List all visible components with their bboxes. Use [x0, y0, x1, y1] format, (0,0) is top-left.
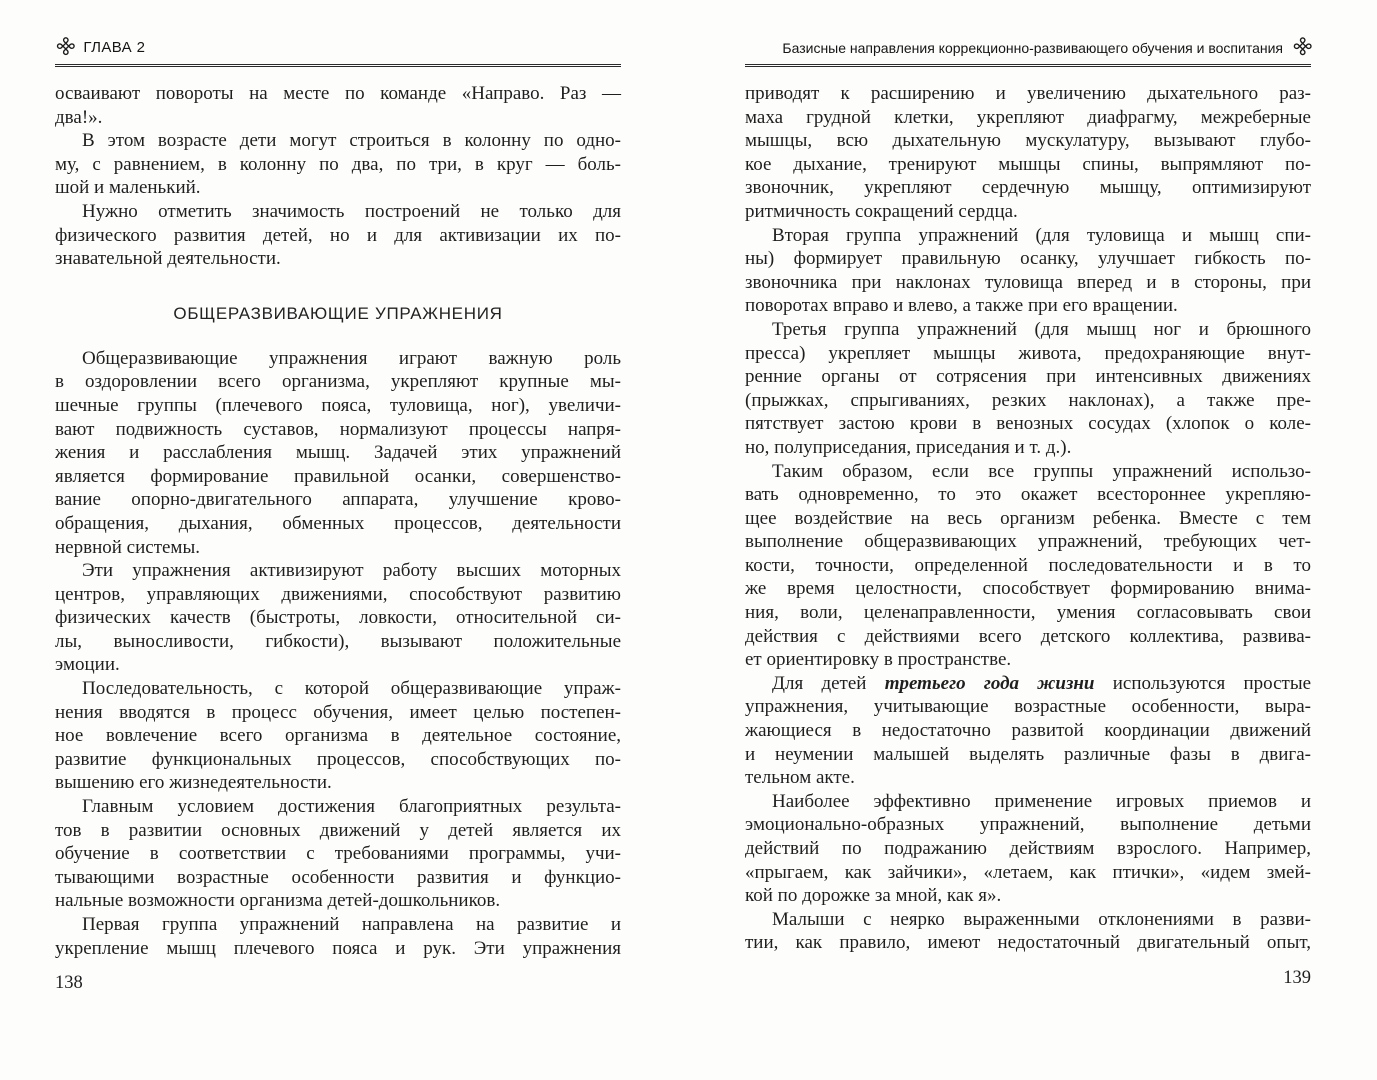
text-line: Третья группа упражнений (для мышц ног и брюшного — [772, 318, 1311, 340]
text-line: кости, точности, определенной последовательности и в то — [745, 554, 1311, 576]
text-line: Для детей третьего года жизни используются простые — [772, 672, 1312, 694]
text-line: же время целостности, способствует формированию внима- — [745, 578, 1311, 600]
text-line: щее воздействие на весь организм ребенка. Вместе с тем — [745, 507, 1311, 529]
text-line: вание опорно-двигательного аппарата, улучшение крово- — [55, 489, 621, 511]
section-running-title: Базисные направления коррекционно-развивающего обучения и воспитания — [782, 39, 1283, 56]
paragraph — [745, 318, 1311, 460]
text-line: нервной системы. — [55, 536, 200, 558]
text-line: жающиеся в недостаточно развитой координации движений — [745, 720, 1311, 742]
text-line: физических качеств (быстроты, ловкости, относительной си- — [55, 607, 621, 629]
paragraph — [745, 790, 1311, 908]
text-line: выполнение общеразвивающих упражнений, требующих чет- — [745, 531, 1311, 553]
text-line: тывающими возрастные особенности развития и функцио- — [55, 866, 621, 888]
paragraph — [745, 460, 1311, 672]
text-line: ренние органы от сотрясения при интенсивных движениях — [745, 366, 1311, 388]
text-line: жения и расслабления мышц. Задачей этих упражнений — [55, 442, 621, 464]
text-line: Наиболее эффективно применение игровых приемов и — [772, 790, 1311, 812]
paragraph — [745, 672, 1311, 790]
text-line: лы, выносливости, гибкости), вызывают положительные — [55, 630, 621, 652]
right-running-head — [745, 32, 1317, 67]
text-line: звоночник, укрепляют сердечную мышцу, оптимизируют — [745, 177, 1311, 199]
text-line: (прыжках, спрыгиваниях, резких наклонах), а также пре- — [745, 389, 1311, 411]
right-page — [745, 32, 1317, 989]
text-line: нения вводятся в процесс обучения, имеет целью постепен- — [55, 701, 621, 723]
text-line: маха грудной клетки, укрепляют диафрагму, межреберные — [745, 106, 1311, 128]
paragraph — [55, 677, 621, 795]
right-page-text — [745, 82, 1311, 955]
paragraph — [55, 129, 621, 200]
paragraph — [745, 224, 1311, 318]
text-line: кой по дорожке за мной, как я». — [745, 885, 1002, 907]
paragraph — [745, 82, 1311, 224]
text-line: является формирование правильной осанки, совершенство- — [55, 465, 621, 487]
text-line: ное вовлечение всего организма в деятельное состояние, — [55, 725, 621, 747]
text-line: развитие функциональных процессов, способствующих по- — [55, 748, 621, 770]
section-heading: ОБЩЕРАЗВИВАЮЩИЕ УПРАЖНЕНИЯ — [173, 303, 503, 323]
text-line: но, полуприседания, приседания и т. д.). — [745, 436, 1072, 458]
text-line: тельном акте. — [745, 767, 855, 789]
text-line: тии, как правило, имеют недостаточный двигательный опыт, — [745, 932, 1311, 954]
left-page — [50, 32, 621, 994]
text-line: му, с равнением, в колонну по два, по три, в круг — боль- — [55, 153, 621, 175]
text-line: вать одновременно, то это окажет всестороннее укрепляю- — [745, 484, 1311, 506]
paragraph — [55, 795, 621, 913]
text-line: физического развития детей, но и для активизации их по- — [55, 224, 621, 246]
text-line: эмоционально-образных упражнений, выполнение детьми — [745, 814, 1311, 836]
text-line: Вторая группа упражнений (для туловища и мышц спи- — [772, 224, 1311, 246]
text-line: Нужно отметить значимость построений не только для — [82, 200, 621, 222]
text-line: приводят к расширению и увеличению дыхательного раз- — [745, 83, 1311, 104]
left-page-number: 138 — [55, 973, 83, 994]
text-line: Общеразвивающие упражнения играют важную роль — [82, 347, 621, 369]
text-line: поворотах вправо и влево, а также при его вращении. — [745, 295, 1178, 317]
text-line: вают подвижность суставов, нормализуют процессы напря- — [55, 418, 621, 440]
text-line: кое дыхание, тренируют мышцы спины, выпрямляют по- — [745, 153, 1311, 175]
text-line: центров, управляющих движениями, способствуют развитию — [55, 583, 621, 605]
text-line: Последовательность, с которой общеразвивающие упраж- — [82, 678, 621, 700]
text-line: пресса) укрепляет мышцы живота, предохраняющие внут- — [745, 342, 1311, 364]
text-line: Первая группа упражнений направлена на развитие и — [82, 914, 621, 935]
text-line: вышению его жизнедеятельности. — [55, 772, 332, 794]
text-line: ны) формирует правильную осанку, улучшает гибкость по- — [745, 248, 1311, 270]
text-line: шой и маленький. — [55, 177, 201, 199]
text-line: ритмичность сокращений сердца. — [745, 200, 1018, 222]
paragraph — [745, 908, 1311, 955]
text-line: два!». — [55, 106, 103, 128]
left-page-text — [55, 82, 621, 960]
text-line: звоночника при наклонах туловища вперед и в стороны, при — [745, 271, 1311, 293]
text-line: ет ориентировку в пространстве. — [745, 649, 1012, 671]
text-line: обращения, дыхания, обменных процессов, деятельности — [55, 512, 621, 534]
text-line: осваивают повороты на месте по команде «Направо. Раз — — [55, 83, 621, 104]
paragraph — [55, 347, 621, 559]
text-line: Малыши с неярко выраженными отклонениями в разви- — [772, 908, 1311, 930]
quatrefoil-ornament-icon: ⌘ — [1287, 32, 1317, 62]
text-line: упражнения, учитывающие возрастные особенности, выра- — [745, 696, 1311, 718]
text-line: мышцы, всю дыхательную мускулатуру, вызывают глубо- — [745, 130, 1311, 152]
text-line: Главным условием достижения благоприятных результа- — [82, 796, 621, 818]
text-line: действия с действиями всего детского коллектива, развива- — [745, 625, 1311, 647]
text-line: знавательной деятельности. — [55, 248, 281, 270]
text-line: действий по подражанию действиям взрослого. Например, — [745, 838, 1311, 859]
text-line: нальные возможности организма детей-дошкольников. — [55, 890, 501, 912]
text-line: тов в развитии основных движений у детей является их — [55, 819, 621, 841]
text-line: пятствует застою крови в венозных сосудах (хлопок о коле- — [745, 413, 1311, 435]
text-line: укрепление мышц плечевого пояса и рук. Эти упражнения — [55, 937, 621, 959]
chapter-label: ГЛАВА 2 — [83, 39, 146, 56]
text-line: в оздоровлении всего организма, укрепляют крупные мы- — [55, 371, 621, 393]
paragraph — [55, 913, 621, 960]
text-line: и неумении малышей выделять различные фазы в двига- — [745, 743, 1311, 765]
text-line: эмоции. — [55, 654, 120, 676]
text-line: Таким образом, если все группы упражнений использо- — [772, 460, 1311, 482]
left-running-head — [50, 32, 621, 67]
text-line: В этом возрасте дети могут строиться в колонну по одно- — [82, 130, 621, 152]
text-line: обучение в соответствии с требованиями программы, учи- — [55, 843, 621, 865]
text-line: ния, воли, целенаправленности, умения согласовывать свои — [745, 602, 1311, 624]
text-line: Эти упражнения активизируют работу высших моторных — [82, 560, 621, 582]
paragraph — [55, 200, 621, 271]
right-page-number: 139 — [1283, 967, 1311, 988]
paragraph — [55, 559, 621, 677]
text-line: шечные группы (плечевого пояса, туловища, ног), увеличи- — [55, 394, 621, 416]
text-line: «прыгаем, как зайчики», «летаем, как птички», «идем змей- — [745, 861, 1311, 883]
paragraph — [55, 82, 621, 129]
quatrefoil-ornament-icon: ⌘ — [50, 32, 80, 62]
